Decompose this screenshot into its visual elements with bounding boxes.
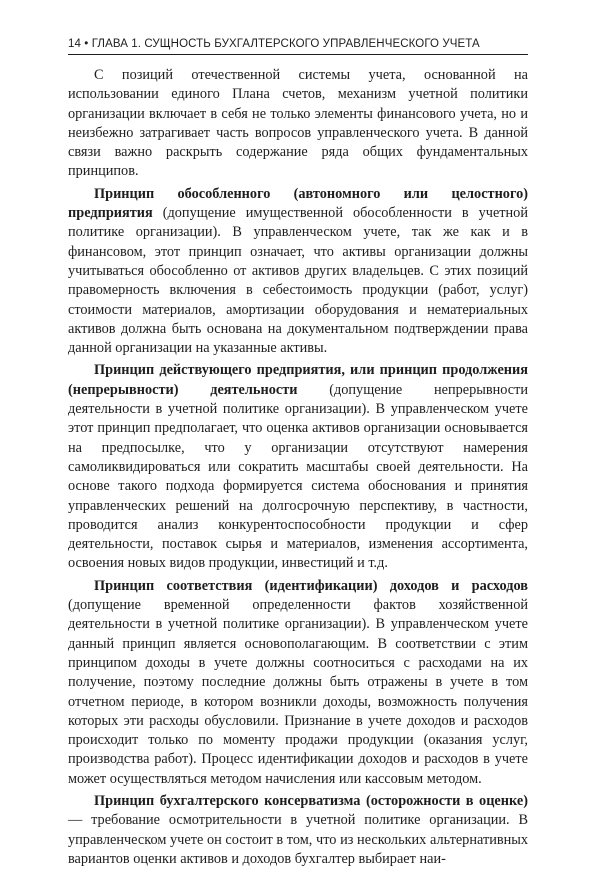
paragraph-text: (допущение непрерывности деятельности в учетной политике организации). В управленческом учете этот принцип предполагает, что оценка активов организации основывается на предпосылке, что у организации отсутствуют намерения самоликвидироваться или сократить масштабы своей деятельности. На основе такого подхода формируется система обоснования и принятия управленческих решений на долгосрочную перспективу, в частности, проводится анализ конкурентоспособности продукции и сфер деятельности, поставок сырья и материалов, изменения ассортимента, освоения новых видов продукции, инвестиций и т.д. (68, 381, 528, 572)
paragraph-text: (допущение временной определенности фактов хозяйственной деятельности в учетной политике организации). В управленческом учете данный принцип является основополагающим. В соответствии с этим принципом доходы в учете должны соотноситься с расходами на их получение, поэтому последние должны быть отражены в учете в том отчетном периоде, в котором возникли доходы, возможность получения которых эти расходы обусловили. Признание в учете доходов и расходов происходит только по моменту продажи продукции (оказания услуг, производства работ). Процесс идентификации доходов и расходов в учете может осуществляться методом начисления или кассовым методом. (68, 597, 528, 787)
principle-term: Принцип обособленного (автономного или целостного) предприятия (68, 185, 528, 222)
page-number: 14 (68, 38, 81, 50)
paragraph-text: С позиций отечественной системы учета, основанной на использовании единого Плана счетов, механизм учетной политики организации включает в себя не только элементы финансового учета, но и неизбежно затрагивает часть вопросов управленческого учета. В данной связи важно раскрыть содержание ряда общих фундаментальных принципов. (68, 67, 528, 180)
paragraph-intro (68, 66, 528, 182)
paragraph-conservatism-principle (68, 792, 528, 869)
principle-term: Принцип действующего предприятия, или принцип продолжения (непрерывности) деятельности (68, 362, 528, 398)
paragraph-entity-principle (68, 185, 528, 359)
principle-term: Принцип бухгалтерского консерватизма (осторожности в оценке) (94, 792, 528, 809)
paragraph-going-concern-principle (68, 361, 528, 573)
bullet-separator: • (84, 38, 89, 50)
chapter-title: ГЛАВА 1. СУЩНОСТЬ БУХГАЛТЕРСКОГО УПРАВЛЕНЧЕСКОГО УЧЕТА (91, 38, 480, 50)
book-page (68, 38, 528, 869)
running-head (68, 38, 528, 55)
paragraph-text: — требование осмотрительности в учетной политике организации. В управленческом учете он состоит в том, что из нескольких альтернативных вариантов оценки активов и доходов бухгалтер выбирает наи- (68, 812, 528, 867)
principle-term: Принцип соответствия (идентификации) доходов и расходов (94, 577, 528, 594)
paragraph-text: (допущение имущественной обособленности в учетной политике организации). В управленческом учете, так же как и в финансовом, этот принцип означает, что активы организации должны учитываться обособленно от активов других владельцев. С этих позиций правомерность включения в себестоимость продукции (работ, услуг) стоимости материалов, амортизации оборудования и нематериальных активов должна быть основана на документальном подтверждении права данной организации на указанные активы. (68, 205, 528, 357)
body-text (68, 66, 528, 869)
paragraph-matching-principle (68, 577, 528, 789)
